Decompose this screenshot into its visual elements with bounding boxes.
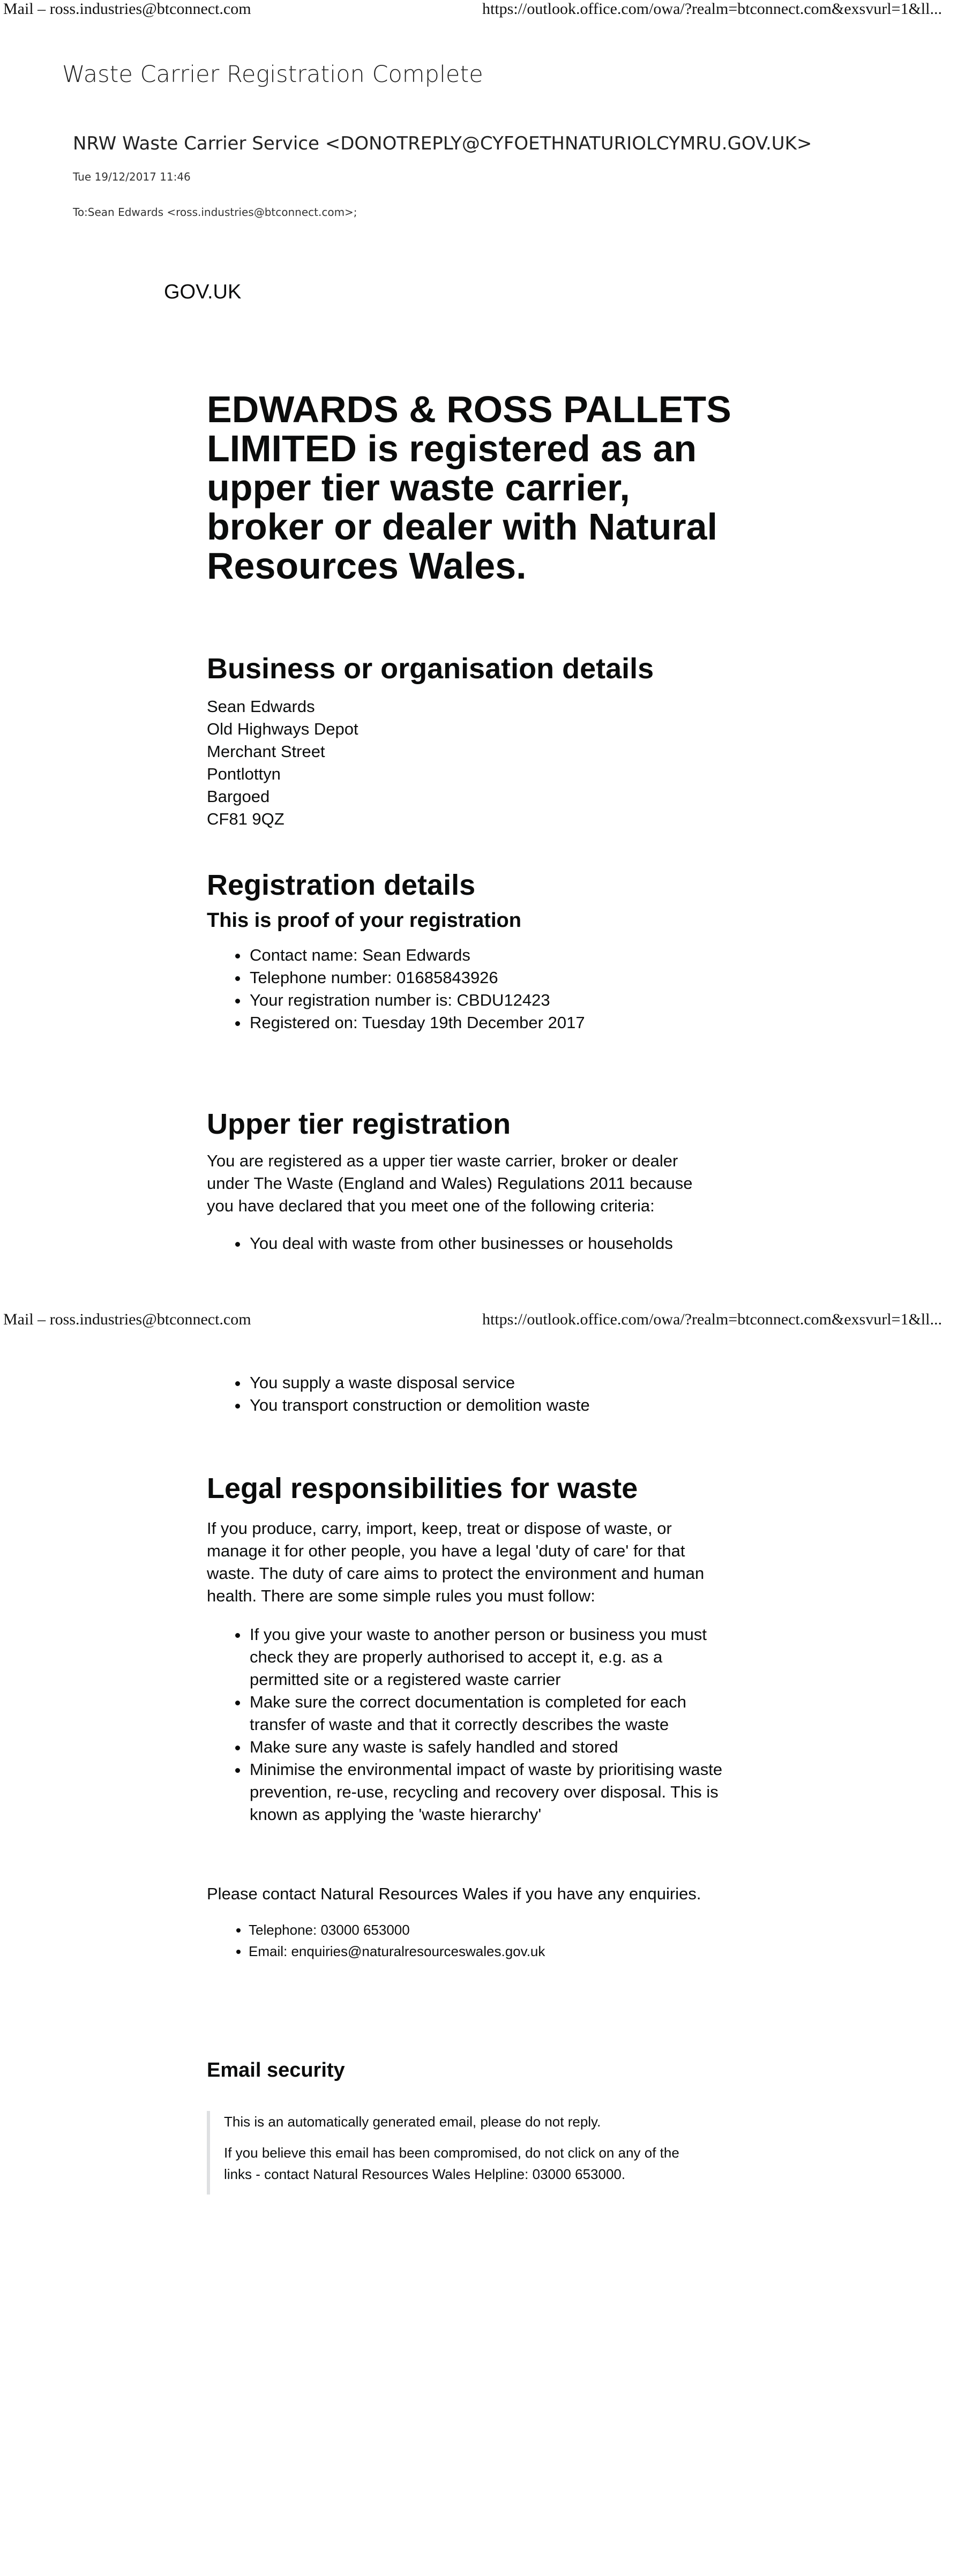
list-item: • You transport construction or demolition waste [249, 1394, 753, 1417]
list-item: • You supply a waste disposal service [249, 1372, 753, 1394]
text-line: under The Waste (England and Wales) Regulations 2011 because [207, 1174, 693, 1193]
govuk-logo[interactable]: GOV.UK [164, 281, 242, 303]
business-heading: Business or organisation details [207, 653, 654, 685]
headline-line: LIMITED is registered as an [207, 428, 697, 469]
proof-subheading: This is proof of your registration [207, 909, 521, 932]
registration-list [207, 944, 753, 1034]
rule-line: • If you give your waste to another person or business you must [250, 1625, 707, 1644]
legal-heading: Legal responsibilities for waste [207, 1472, 638, 1504]
registration-headline [207, 390, 753, 586]
security-heading-wrap [207, 2058, 753, 2082]
address-line: Sean Edwards [207, 697, 315, 716]
address-line: Old Highways Depot [207, 720, 358, 738]
headline-line: upper tier waste carrier, [207, 467, 630, 508]
list-item [249, 1623, 753, 1691]
list-item: • Telephone number: 01685843926 [249, 967, 753, 989]
upper-tier-text [207, 1150, 753, 1217]
rule-line: prevention, re-use, recycling and recovery over disposal. This is [250, 1783, 718, 1801]
headline-line: EDWARDS & ROSS PALLETS [207, 388, 731, 430]
rules-list [207, 1623, 753, 1826]
text-line: If you believe this email has been compromised, do not click on any of the [224, 2145, 679, 2161]
rule-line: known as applying the 'waste hierarchy' [250, 1805, 542, 1824]
compromised-notice [224, 2142, 738, 2185]
text-line: you have declared that you meet one of the following criteria: [207, 1196, 655, 1215]
legal-text [207, 1517, 753, 1607]
contact-email[interactable]: • Email: enquiries@naturalresourceswales.gov.uk [249, 1941, 753, 1962]
list-item: • Your registration number is: CBDU12423 [249, 989, 753, 1012]
headline-line: broker or dealer with Natural [207, 506, 718, 548]
auto-generated-notice: This is an automatically generated email, please do not reply. [224, 2114, 601, 2130]
email-sender[interactable]: NRW Waste Carrier Service <DONOTREPLY@CYFOETHNATURIOLCYMRU.GOV.UK> [73, 133, 812, 154]
address-line: Bargoed [207, 787, 270, 806]
list-item [249, 1736, 753, 1758]
registration-heading: Registration details [207, 869, 476, 901]
address-line: CF81 9QZ [207, 810, 285, 828]
text-line: If you produce, carry, import, keep, treat or dispose of waste, or [207, 1519, 672, 1538]
contact-section [207, 1883, 753, 1962]
contact-intro: Please contact Natural Resources Wales if you have any enquiries. [207, 1884, 701, 1903]
security-notice [207, 2111, 738, 2195]
print-header-mailbox: Mail – ross.industries@btconnect.com [3, 1311, 251, 1328]
list-item: • Contact name: Sean Edwards [249, 944, 753, 967]
email-subject: Waste Carrier Registration Complete [62, 61, 483, 88]
contact-list [207, 1919, 753, 1962]
registration-section [207, 869, 753, 1034]
list-item [249, 1691, 753, 1736]
contact-telephone[interactable]: • Telephone: 03000 653000 [249, 1919, 753, 1941]
email-recipient[interactable]: To:Sean Edwards <ross.industries@btconnect.com>; [73, 206, 357, 219]
business-address [207, 695, 753, 830]
criteria-list-continued [207, 1372, 753, 1417]
print-header-url[interactable]: https://outlook.office.com/owa/?realm=btconnect.com&exsvurl=1&ll... [482, 1311, 942, 1328]
text-line: health. There are some simple rules you must follow: [207, 1586, 595, 1605]
print-header-mailbox: Mail – ross.industries@btconnect.com [3, 0, 251, 18]
address-line: Pontlottyn [207, 765, 281, 783]
list-item: • Registered on: Tuesday 19th December 2017 [249, 1012, 753, 1034]
text-line: links - contact Natural Resources Wales Helpline: 03000 653000. [224, 2166, 626, 2182]
rule-line: • Make sure the correct documentation is completed for each [250, 1693, 687, 1711]
rule-line: permitted site or a registered waste carrier [250, 1670, 561, 1689]
address-line: Merchant Street [207, 742, 325, 761]
security-heading: Email security [207, 2059, 345, 2081]
criteria-list [207, 1372, 753, 1417]
text-line: manage it for other people, you have a legal 'duty of care' for that [207, 1541, 685, 1560]
print-header-url[interactable]: https://outlook.office.com/owa/?realm=btconnect.com&exsvurl=1&ll... [482, 0, 942, 18]
text-line: waste. The duty of care aims to protect the environment and human [207, 1564, 705, 1583]
text-line: You are registered as a upper tier waste carrier, broker or dealer [207, 1151, 678, 1170]
print-header [0, 1311, 958, 1332]
headline-line: Resources Wales. [207, 545, 527, 587]
rule-line: • Make sure any waste is safely handled and stored [250, 1738, 618, 1756]
list-item [249, 1758, 753, 1826]
legal-section [207, 1472, 753, 1826]
upper-tier-section [207, 1108, 753, 1255]
list-item: • You deal with waste from other businesses or households [249, 1232, 753, 1255]
business-section [207, 653, 753, 830]
email-date: Tue 19/12/2017 11:46 [73, 170, 191, 183]
rule-line: transfer of waste and that it correctly describes the waste [250, 1715, 669, 1734]
rule-line: check they are properly authorised to accept it, e.g. as a [250, 1648, 663, 1666]
print-header [0, 0, 958, 21]
upper-tier-heading: Upper tier registration [207, 1108, 511, 1140]
rule-line: • Minimise the environmental impact of waste by prioritising waste [250, 1760, 723, 1779]
criteria-list [207, 1232, 753, 1255]
